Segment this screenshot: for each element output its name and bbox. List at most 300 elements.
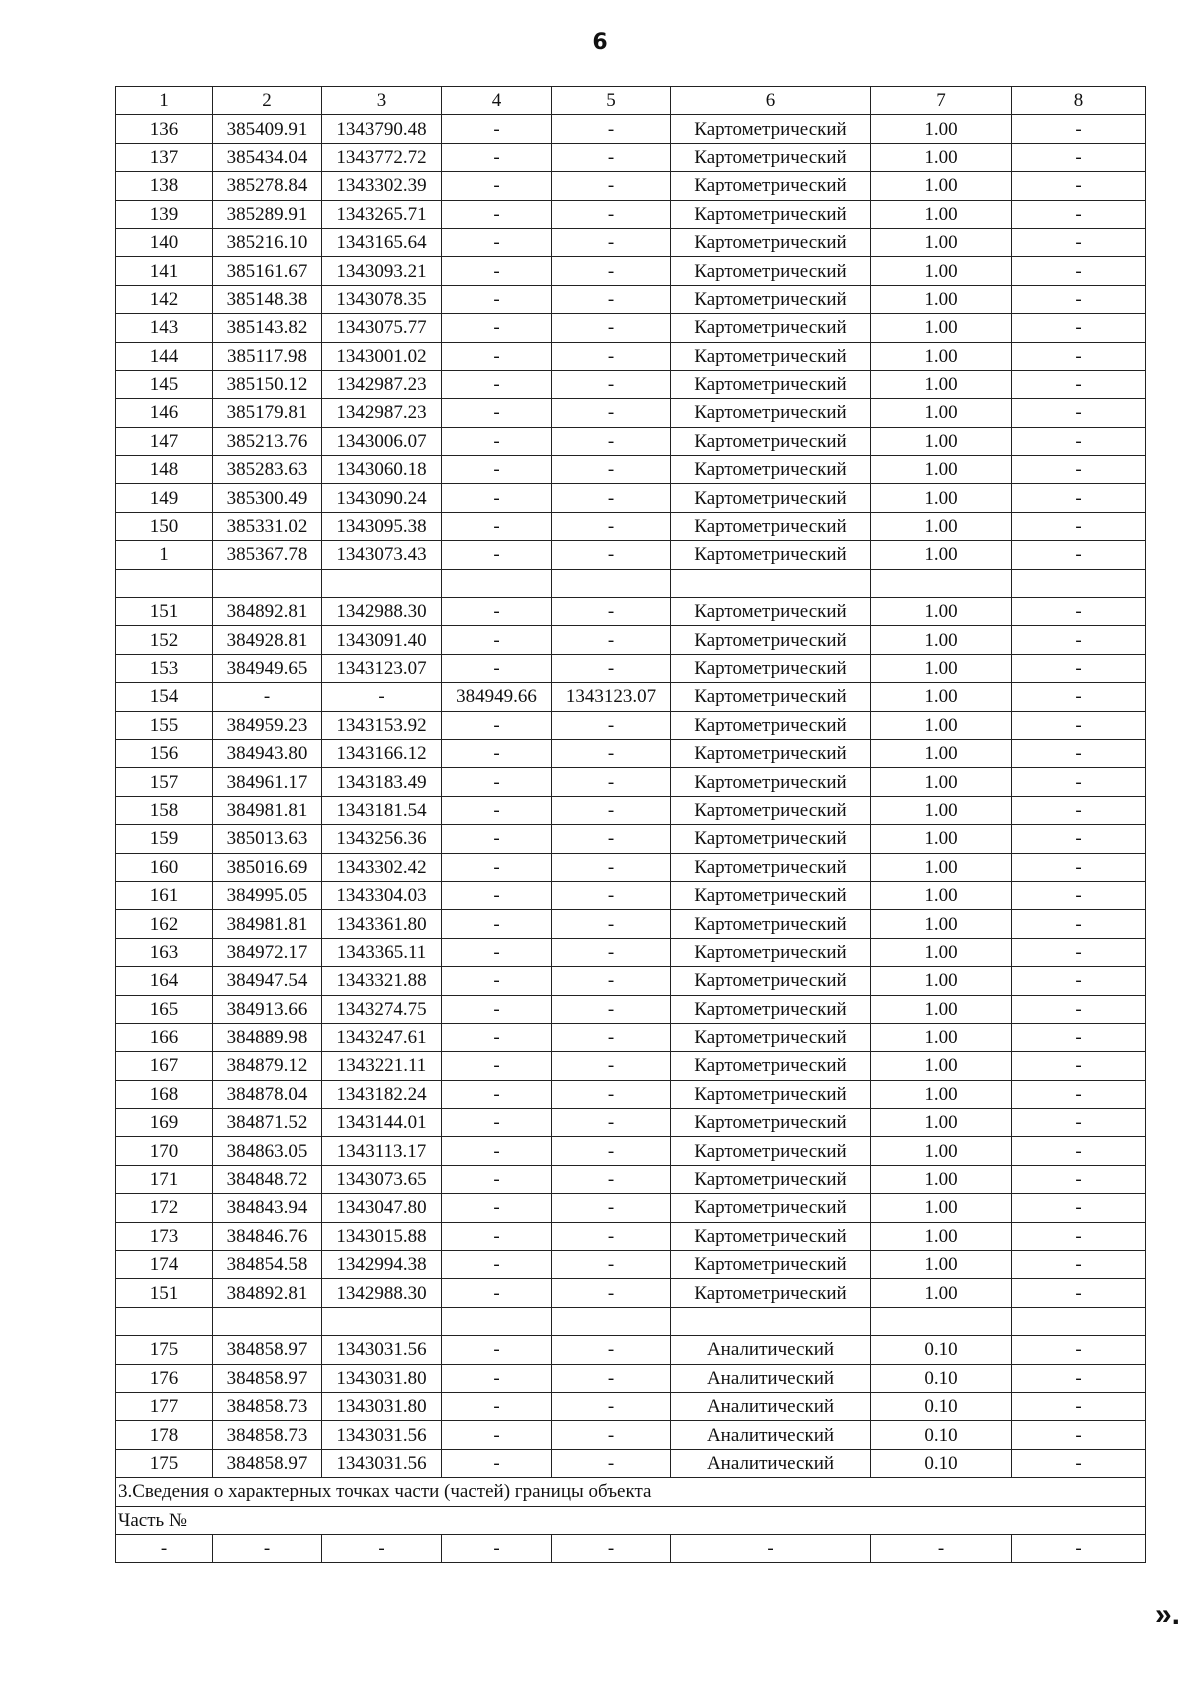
table-cell: 1.00 xyxy=(871,314,1012,342)
table-cell: 384928.81 xyxy=(213,626,322,654)
table-cell: Картометрический xyxy=(671,967,871,995)
table-cell: 3 xyxy=(322,87,442,115)
table-row xyxy=(116,881,1146,909)
empty-cell xyxy=(1012,569,1146,597)
table-cell: 385367.78 xyxy=(213,541,322,569)
table-cell: 1.00 xyxy=(871,881,1012,909)
table-cell: 385161.67 xyxy=(213,257,322,285)
table-cell: 175 xyxy=(116,1449,213,1477)
table-cell: Картометрический xyxy=(671,881,871,909)
table-cell: - xyxy=(1012,598,1146,626)
table-cell: - xyxy=(442,484,552,512)
table-cell: - xyxy=(552,285,671,313)
table-row xyxy=(116,115,1146,143)
table-row xyxy=(116,910,1146,938)
table-cell: 1.00 xyxy=(871,257,1012,285)
table-cell: 151 xyxy=(116,598,213,626)
table-cell: 167 xyxy=(116,1052,213,1080)
table-cell: Картометрический xyxy=(671,399,871,427)
table-cell: 384981.81 xyxy=(213,796,322,824)
table-cell: 1.00 xyxy=(871,512,1012,540)
table-cell: - xyxy=(442,1222,552,1250)
coordinates-table xyxy=(115,86,1146,1563)
section-3-title xyxy=(116,1478,1146,1506)
table-cell: 171 xyxy=(116,1165,213,1193)
table-cell: - xyxy=(871,1534,1012,1562)
table-row xyxy=(116,1364,1146,1392)
table-cell: Картометрический xyxy=(671,115,871,143)
table-cell: 1343091.40 xyxy=(322,626,442,654)
empty-cell xyxy=(871,1307,1012,1335)
table-cell: Картометрический xyxy=(671,1023,871,1051)
table-cell: 384949.65 xyxy=(213,654,322,682)
table-cell: 1.00 xyxy=(871,938,1012,966)
table-cell: 1343031.56 xyxy=(322,1336,442,1364)
table-cell: 1343031.56 xyxy=(322,1449,442,1477)
table-cell: 1.00 xyxy=(871,1194,1012,1222)
table-cell: 0.10 xyxy=(871,1392,1012,1420)
table-cell: - xyxy=(1012,626,1146,654)
table-cell: Картометрический xyxy=(671,938,871,966)
table-cell: 141 xyxy=(116,257,213,285)
table-cell: - xyxy=(1012,342,1146,370)
table-cell: 384943.80 xyxy=(213,739,322,767)
table-cell: 1342987.23 xyxy=(322,370,442,398)
table-cell: 0.10 xyxy=(871,1336,1012,1364)
table-cell: - xyxy=(552,143,671,171)
table-cell: 1343113.17 xyxy=(322,1137,442,1165)
table-cell: - xyxy=(442,1194,552,1222)
table-cell: 384947.54 xyxy=(213,967,322,995)
table-cell: 385300.49 xyxy=(213,484,322,512)
table-row xyxy=(116,200,1146,228)
table-cell: - xyxy=(322,683,442,711)
table-cell: - xyxy=(1012,825,1146,853)
table-cell: - xyxy=(1012,1080,1146,1108)
table-cell: 384995.05 xyxy=(213,881,322,909)
table-cell: - xyxy=(1012,938,1146,966)
table-cell: - xyxy=(442,1251,552,1279)
table-cell: - xyxy=(552,399,671,427)
table-cell: 152 xyxy=(116,626,213,654)
table-cell: Картометрический xyxy=(671,228,871,256)
table-cell: 1.00 xyxy=(871,995,1012,1023)
table-row xyxy=(116,342,1146,370)
table-cell: Картометрический xyxy=(671,285,871,313)
table-cell: - xyxy=(552,711,671,739)
table-cell: 1343302.42 xyxy=(322,853,442,881)
table-cell: - xyxy=(552,1534,671,1562)
table-row xyxy=(116,257,1146,285)
empty-cell xyxy=(213,569,322,597)
table-cell: 1343304.03 xyxy=(322,881,442,909)
table-cell: - xyxy=(442,967,552,995)
table-row xyxy=(116,484,1146,512)
table-cell: - xyxy=(1012,456,1146,484)
table-cell: 1.00 xyxy=(871,541,1012,569)
empty-cell xyxy=(116,569,213,597)
table-cell: 1.00 xyxy=(871,825,1012,853)
table-row xyxy=(116,1222,1146,1250)
table-cell: - xyxy=(1012,910,1146,938)
empty-cell xyxy=(671,569,871,597)
table-row xyxy=(116,938,1146,966)
table-cell: - xyxy=(442,456,552,484)
table-cell: - xyxy=(442,1534,552,1562)
table-cell: - xyxy=(552,1052,671,1080)
table-row xyxy=(116,1421,1146,1449)
table-cell: 1.00 xyxy=(871,1222,1012,1250)
table-cell: - xyxy=(1012,143,1146,171)
table-cell: 163 xyxy=(116,938,213,966)
table-cell: - xyxy=(1012,1449,1146,1477)
table-cell: 1343060.18 xyxy=(322,456,442,484)
table-cell: 0.10 xyxy=(871,1449,1012,1477)
empty-cell xyxy=(442,1307,552,1335)
table-cell: - xyxy=(442,1449,552,1477)
table-cell: Картометрический xyxy=(671,768,871,796)
table-cell: 385213.76 xyxy=(213,427,322,455)
table-cell: Картометрический xyxy=(671,853,871,881)
table-cell: - xyxy=(552,541,671,569)
table-body xyxy=(116,87,1146,1563)
table-cell: - xyxy=(552,257,671,285)
table-cell: - xyxy=(442,200,552,228)
table-cell: 385289.91 xyxy=(213,200,322,228)
table-cell: 7 xyxy=(871,87,1012,115)
table-cell: 160 xyxy=(116,853,213,881)
table-cell: 385409.91 xyxy=(213,115,322,143)
table-cell: - xyxy=(1012,314,1146,342)
table-cell: - xyxy=(1012,853,1146,881)
table-cell: 1.00 xyxy=(871,427,1012,455)
table-cell: - xyxy=(1012,1279,1146,1307)
table-cell: 1343181.54 xyxy=(322,796,442,824)
table-row xyxy=(116,853,1146,881)
empty-cell xyxy=(322,569,442,597)
table-cell: 1.00 xyxy=(871,143,1012,171)
table-cell: - xyxy=(442,711,552,739)
table-cell: - xyxy=(442,512,552,540)
section-3-title-text: 3.Сведения о характерных точках части (частей) границы объекта xyxy=(116,1478,1146,1506)
table-cell: - xyxy=(1012,484,1146,512)
table-cell: Картометрический xyxy=(671,910,871,938)
table-cell: - xyxy=(552,1137,671,1165)
table-cell: Картометрический xyxy=(671,143,871,171)
table-cell: - xyxy=(1012,1392,1146,1420)
table-cell: 149 xyxy=(116,484,213,512)
table-cell: - xyxy=(552,1165,671,1193)
table-cell: - xyxy=(442,1364,552,1392)
table-cell: - xyxy=(1012,257,1146,285)
table-cell: 384848.72 xyxy=(213,1165,322,1193)
table-cell: 1343047.80 xyxy=(322,1194,442,1222)
table-cell: Картометрический xyxy=(671,1279,871,1307)
table-cell: 384949.66 xyxy=(442,683,552,711)
table-cell: Картометрический xyxy=(671,739,871,767)
table-cell: - xyxy=(1012,1194,1146,1222)
table-cell: 385117.98 xyxy=(213,342,322,370)
table-cell: - xyxy=(552,1109,671,1137)
table-cell: 384858.97 xyxy=(213,1364,322,1392)
table-cell: 384854.58 xyxy=(213,1251,322,1279)
table-row xyxy=(116,654,1146,682)
table-cell: 384843.94 xyxy=(213,1194,322,1222)
table-row xyxy=(116,1336,1146,1364)
table-cell: 1.00 xyxy=(871,228,1012,256)
table-cell: - xyxy=(552,881,671,909)
table-row xyxy=(116,1080,1146,1108)
table-cell: - xyxy=(552,172,671,200)
separator-row xyxy=(116,569,1146,597)
table-cell: - xyxy=(1012,881,1146,909)
table-cell: 1343144.01 xyxy=(322,1109,442,1137)
table-cell: - xyxy=(442,541,552,569)
table-cell: 384981.81 xyxy=(213,910,322,938)
table-cell: 1.00 xyxy=(871,200,1012,228)
table-cell: 1.00 xyxy=(871,1279,1012,1307)
table-cell: - xyxy=(1012,1137,1146,1165)
table-cell: - xyxy=(1012,228,1146,256)
table-cell: - xyxy=(552,1222,671,1250)
table-cell: 1.00 xyxy=(871,768,1012,796)
table-cell: Картометрический xyxy=(671,995,871,1023)
table-cell: 168 xyxy=(116,1080,213,1108)
table-cell: 1343772.72 xyxy=(322,143,442,171)
table-cell: - xyxy=(1012,399,1146,427)
table-cell: 8 xyxy=(1012,87,1146,115)
table-row xyxy=(116,1392,1146,1420)
table-cell: 159 xyxy=(116,825,213,853)
table-cell: 1343153.92 xyxy=(322,711,442,739)
table-cell: 156 xyxy=(116,739,213,767)
table-cell: 146 xyxy=(116,399,213,427)
table-cell: 1 xyxy=(116,541,213,569)
table-cell: 6 xyxy=(671,87,871,115)
table-cell: Картометрический xyxy=(671,598,871,626)
table-cell: Картометрический xyxy=(671,683,871,711)
table-cell: - xyxy=(1012,115,1146,143)
table-cell: 1343182.24 xyxy=(322,1080,442,1108)
table-cell: 384858.73 xyxy=(213,1421,322,1449)
table-cell: - xyxy=(442,626,552,654)
table-cell: Картометрический xyxy=(671,370,871,398)
table-cell: 155 xyxy=(116,711,213,739)
table-cell: 147 xyxy=(116,427,213,455)
table-cell: 172 xyxy=(116,1194,213,1222)
table-cell: - xyxy=(442,1421,552,1449)
table-cell: - xyxy=(552,200,671,228)
table-cell: 384913.66 xyxy=(213,995,322,1023)
table-cell: - xyxy=(552,626,671,654)
table-cell: - xyxy=(552,995,671,1023)
table-cell: - xyxy=(552,910,671,938)
table-cell: 166 xyxy=(116,1023,213,1051)
table-cell: 1343073.65 xyxy=(322,1165,442,1193)
table-cell: 162 xyxy=(116,910,213,938)
table-cell: 385016.69 xyxy=(213,853,322,881)
table-cell: - xyxy=(552,1392,671,1420)
table-cell: 1343165.64 xyxy=(322,228,442,256)
table-cell: - xyxy=(442,1109,552,1137)
empty-cell xyxy=(213,1307,322,1335)
table-cell: 1343247.61 xyxy=(322,1023,442,1051)
table-row xyxy=(116,1534,1146,1562)
table-row xyxy=(116,512,1146,540)
table-cell: - xyxy=(552,314,671,342)
table-cell: - xyxy=(442,1023,552,1051)
table-row xyxy=(116,825,1146,853)
table-cell: 1.00 xyxy=(871,484,1012,512)
table-cell: 154 xyxy=(116,683,213,711)
table-cell: 1.00 xyxy=(871,711,1012,739)
table-cell: - xyxy=(552,1023,671,1051)
table-row xyxy=(116,598,1146,626)
table-cell: 1.00 xyxy=(871,626,1012,654)
table-cell: - xyxy=(1012,995,1146,1023)
table-cell: - xyxy=(552,739,671,767)
table-cell: 385179.81 xyxy=(213,399,322,427)
empty-cell xyxy=(116,1307,213,1335)
table-cell: - xyxy=(552,967,671,995)
table-cell: - xyxy=(442,399,552,427)
table-cell: 1343221.11 xyxy=(322,1052,442,1080)
table-cell: 1.00 xyxy=(871,342,1012,370)
table-cell: 384863.05 xyxy=(213,1137,322,1165)
table-cell: - xyxy=(1012,1534,1146,1562)
table-row xyxy=(116,399,1146,427)
table-cell: - xyxy=(1012,1364,1146,1392)
table-cell: 138 xyxy=(116,172,213,200)
table-cell: - xyxy=(213,683,322,711)
table-cell: - xyxy=(442,598,552,626)
empty-cell xyxy=(322,1307,442,1335)
table-cell: 1343365.11 xyxy=(322,938,442,966)
table-cell: 384878.04 xyxy=(213,1080,322,1108)
table-cell: 1.00 xyxy=(871,796,1012,824)
table-cell: - xyxy=(1012,967,1146,995)
table-cell: 176 xyxy=(116,1364,213,1392)
table-cell: 137 xyxy=(116,143,213,171)
part-number-label xyxy=(116,1506,1146,1534)
table-cell: - xyxy=(552,115,671,143)
table-cell: 1343274.75 xyxy=(322,995,442,1023)
table-cell: Картометрический xyxy=(671,1194,871,1222)
table-cell: Картометрический xyxy=(671,825,871,853)
table-row xyxy=(116,541,1146,569)
table-cell: 1.00 xyxy=(871,1052,1012,1080)
table-cell: - xyxy=(671,1534,871,1562)
table-cell: 1.00 xyxy=(871,172,1012,200)
table-cell: 170 xyxy=(116,1137,213,1165)
table-cell: - xyxy=(1012,796,1146,824)
table-cell: - xyxy=(1012,1251,1146,1279)
table-cell: - xyxy=(116,1534,213,1562)
table-cell: - xyxy=(442,257,552,285)
table-cell: - xyxy=(552,654,671,682)
table-cell: - xyxy=(552,342,671,370)
table-cell: - xyxy=(1012,512,1146,540)
table-cell: Аналитический xyxy=(671,1392,871,1420)
table-cell: 385150.12 xyxy=(213,370,322,398)
table-cell: - xyxy=(442,314,552,342)
table-cell: 1.00 xyxy=(871,853,1012,881)
table-cell: 173 xyxy=(116,1222,213,1250)
table-cell: 153 xyxy=(116,654,213,682)
table-cell: 1.00 xyxy=(871,1109,1012,1137)
table-cell: 385013.63 xyxy=(213,825,322,853)
table-row xyxy=(116,1109,1146,1137)
table-cell: 1342988.30 xyxy=(322,1279,442,1307)
table-cell: 1343256.36 xyxy=(322,825,442,853)
table-cell: Картометрический xyxy=(671,711,871,739)
table-cell: 164 xyxy=(116,967,213,995)
table-row xyxy=(116,796,1146,824)
table-cell: - xyxy=(1012,768,1146,796)
table-cell: - xyxy=(442,172,552,200)
table-cell: - xyxy=(442,1080,552,1108)
table-cell: - xyxy=(442,853,552,881)
table-cell: Картометрический xyxy=(671,200,871,228)
table-cell: 148 xyxy=(116,456,213,484)
table-cell: - xyxy=(442,1137,552,1165)
table-cell: 165 xyxy=(116,995,213,1023)
table-cell: Картометрический xyxy=(671,456,871,484)
table-cell: 2 xyxy=(213,87,322,115)
table-cell: Картометрический xyxy=(671,1222,871,1250)
table-cell: - xyxy=(1012,1023,1146,1051)
empty-cell xyxy=(552,569,671,597)
table-cell: - xyxy=(442,910,552,938)
table-cell: - xyxy=(1012,285,1146,313)
table-cell: - xyxy=(442,143,552,171)
table-cell: Картометрический xyxy=(671,427,871,455)
table-cell: 384961.17 xyxy=(213,768,322,796)
table-cell: - xyxy=(552,1279,671,1307)
table-cell: 384879.12 xyxy=(213,1052,322,1080)
table-cell: - xyxy=(442,739,552,767)
table-cell: - xyxy=(552,1449,671,1477)
table-cell: Аналитический xyxy=(671,1364,871,1392)
table-header-row xyxy=(116,87,1146,115)
table-row xyxy=(116,1194,1146,1222)
table-cell: - xyxy=(442,768,552,796)
table-cell: - xyxy=(213,1534,322,1562)
table-cell: 1343031.56 xyxy=(322,1421,442,1449)
table-row xyxy=(116,172,1146,200)
table-cell: 1343093.21 xyxy=(322,257,442,285)
table-cell: 1.00 xyxy=(871,739,1012,767)
table-cell: - xyxy=(442,1392,552,1420)
table-cell: 0.10 xyxy=(871,1421,1012,1449)
table-cell: 1343123.07 xyxy=(322,654,442,682)
table-cell: 1.00 xyxy=(871,683,1012,711)
table-cell: - xyxy=(552,1364,671,1392)
table-cell: - xyxy=(322,1534,442,1562)
table-cell: 1343361.80 xyxy=(322,910,442,938)
table-cell: 385216.10 xyxy=(213,228,322,256)
table-cell: 1343090.24 xyxy=(322,484,442,512)
table-cell: - xyxy=(442,1279,552,1307)
table-row xyxy=(116,967,1146,995)
table-cell: 384959.23 xyxy=(213,711,322,739)
table-cell: - xyxy=(552,768,671,796)
table-cell: - xyxy=(442,285,552,313)
table-cell: - xyxy=(552,853,671,881)
table-cell: 385148.38 xyxy=(213,285,322,313)
table-cell: 384871.52 xyxy=(213,1109,322,1137)
table-cell: 384889.98 xyxy=(213,1023,322,1051)
